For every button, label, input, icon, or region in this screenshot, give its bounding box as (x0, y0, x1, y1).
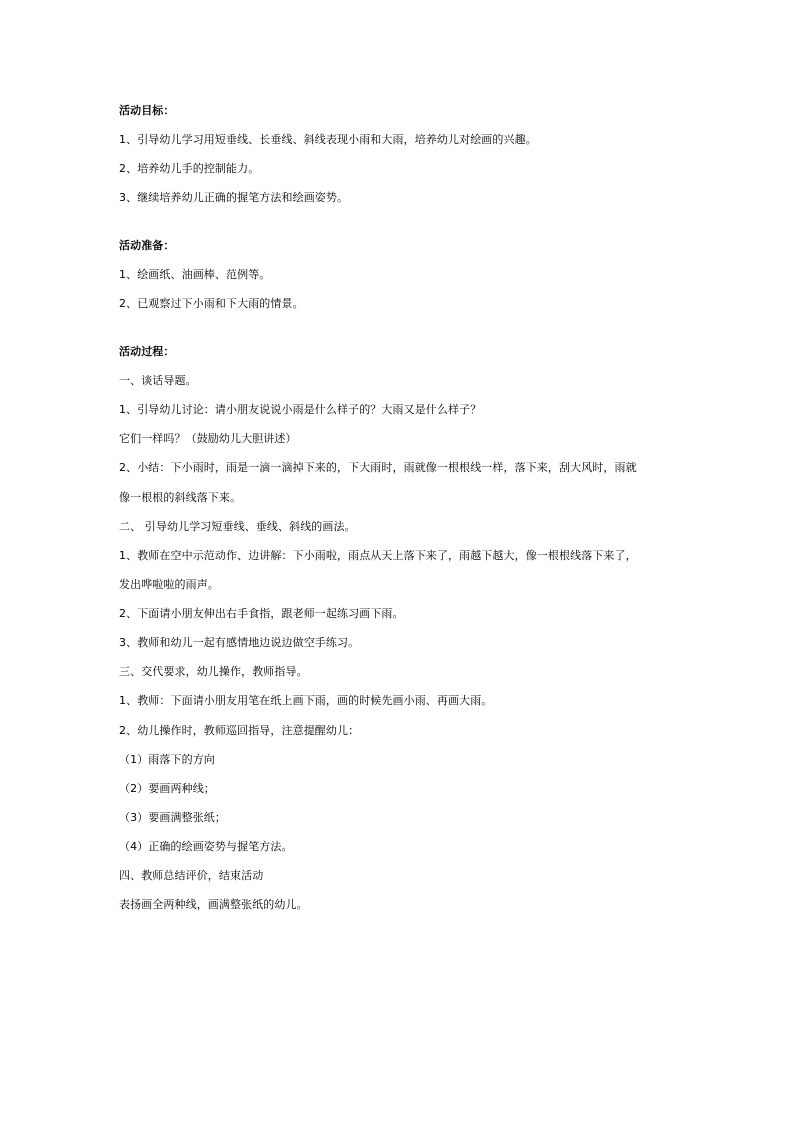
goal-item: 1、引导幼儿学习用短垂线、长垂线、斜线表现小雨和大雨，培养幼儿对绘画的兴趣。 (119, 133, 537, 146)
process-line: 3、教师和幼儿一起有感情地边说边做空手练习。 (119, 636, 360, 649)
process-line: （2）要画两种线； (119, 782, 215, 795)
goal-item: 2、培养幼儿手的控制能力。 (119, 162, 260, 175)
preparation-item: 2、已观察过下小雨和下大雨的情景。 (119, 297, 304, 310)
process-line: 表扬画全两种线，画满整张纸的幼儿。 (119, 898, 308, 911)
process-line: 它们一样吗？（鼓励幼儿大胆讲述） (119, 432, 297, 445)
process-line: （4）正确的绘画姿势与握笔方法。 (119, 840, 293, 853)
process-line: 二、 引导幼儿学习短垂线、垂线、斜线的画法。 (119, 520, 356, 533)
process-line: 2、下面请小朋友伸出右手食指，跟老师一起练习画下雨。 (119, 607, 404, 620)
process-line: 1、教师在空中示范动作、边讲解：下小雨啦，雨点从天上落下来了，雨越下越大，像一根根线落下来了， (119, 549, 637, 562)
process-line: 一、谈话导题。 (119, 374, 197, 387)
process-line: 像一根根的斜线落下来。 (119, 491, 242, 504)
process-line: 三、交代要求，幼儿操作，教师指导。 (119, 665, 308, 678)
process-line: 1、教师：下面请小朋友用笔在纸上画下雨，画的时候先画小雨、再画大雨。 (119, 694, 493, 707)
process-line: 四、教师总结评价，结束活动 (119, 869, 264, 882)
process-heading: 活动过程： (119, 345, 175, 358)
goals-heading: 活动目标： (119, 104, 175, 117)
goal-item: 3、继续培养幼儿正确的握笔方法和绘画姿势。 (119, 191, 349, 204)
process-line: （1）雨落下的方向 (119, 753, 215, 766)
process-line: 1、引导幼儿讨论：请小朋友说说小雨是什么样子的？大雨又是什么样子？ (119, 403, 482, 416)
process-line: （3）要画满整张纸； (119, 811, 226, 824)
process-line: 2、小结：下小雨时，雨是一滴一滴掉下来的，下大雨时，雨就像一根根线一样，落下来，刮大风时，雨就 (119, 461, 637, 474)
preparation-heading: 活动准备： (119, 239, 175, 252)
process-line: 2、幼儿操作时，教师巡回指导，注意提醒幼儿： (119, 724, 360, 737)
preparation-item: 1、绘画纸、油画棒、范例等。 (119, 268, 271, 281)
process-line: 发出哗啦啦的雨声。 (119, 578, 219, 591)
